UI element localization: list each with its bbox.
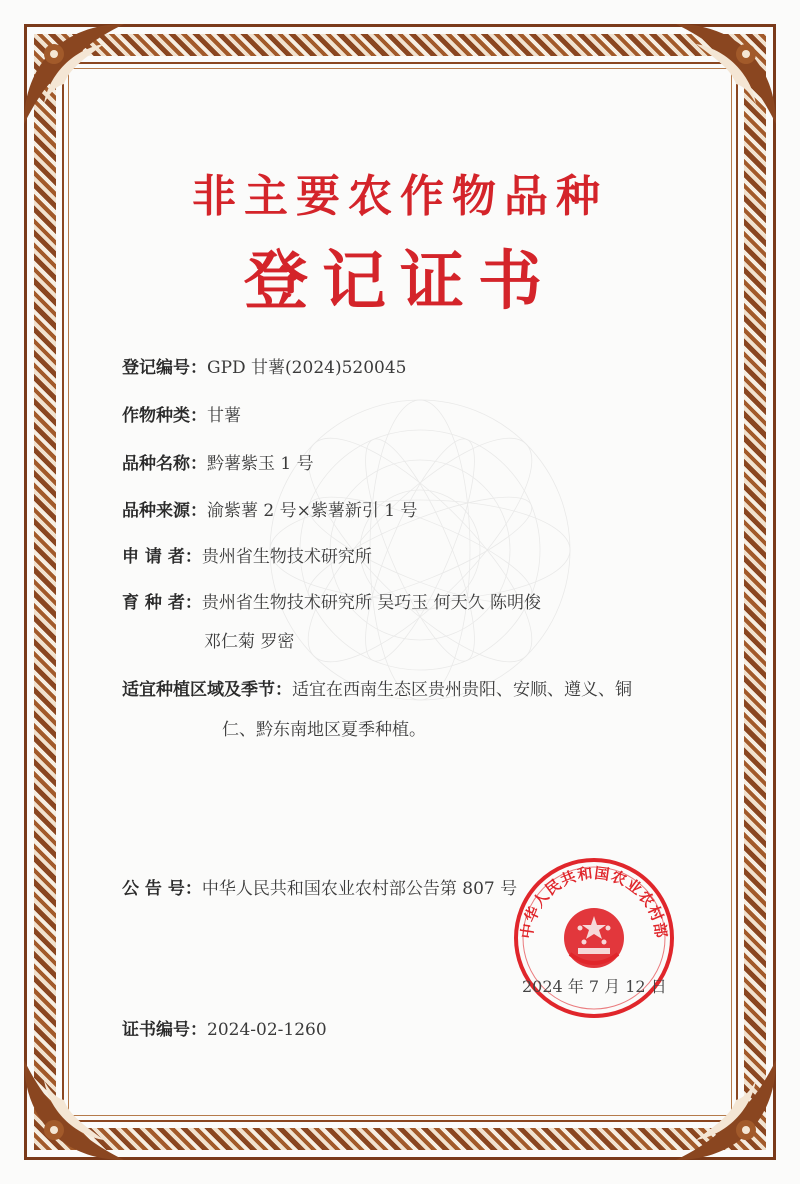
field-announcement	[122, 877, 517, 901]
field-label: 适宜种植区域及季节：	[122, 680, 292, 700]
field-label: 公 告 号：	[122, 879, 202, 899]
field-breeder-continued	[204, 630, 294, 654]
field-label: 育 种 者：	[122, 593, 202, 613]
field-label: 申 请 者：	[122, 547, 202, 567]
field-label: 登记编号：	[122, 358, 207, 378]
certificate-title-line2: 登记证书	[244, 244, 556, 319]
field-label: 作物种类：	[122, 406, 207, 426]
field-value: 甘薯	[207, 406, 241, 426]
field-value: 适宜在西南生态区贵州贵阳、安顺、遵义、铜	[292, 680, 632, 700]
seal-arc-text: 中华人民共和国农业农村部	[517, 863, 671, 940]
corner-ornament-icon	[14, 1050, 134, 1170]
field-variety-name	[122, 452, 314, 476]
field-value: 2024-02-1260	[207, 1020, 327, 1040]
field-label: 品种名称：	[122, 454, 207, 474]
field-reg-no	[122, 356, 406, 380]
corner-ornament-icon	[666, 14, 786, 134]
field-crop-type	[122, 404, 241, 428]
field-variety-source	[122, 499, 418, 523]
corner-ornament-icon	[14, 14, 134, 134]
field-value: 贵州省生物技术研究所 吴巧玉 何天久 陈明俊	[201, 593, 542, 613]
field-region-continued	[222, 718, 426, 742]
field-value: 贵州省生物技术研究所	[201, 547, 372, 567]
field-value: GPD 甘薯(2024)520045	[207, 358, 407, 378]
corner-ornament-icon	[666, 1050, 786, 1170]
field-cert-no	[122, 1018, 327, 1042]
certificate-title-line1: 非主要农作物品种	[192, 171, 608, 222]
seal-date: 2024 年 7 月 12 日	[522, 977, 667, 996]
field-breeder	[122, 591, 541, 615]
field-label: 品种来源：	[122, 501, 207, 521]
field-applicant	[122, 545, 372, 569]
field-value: 中华人民共和国农业农村部公告第 807 号	[201, 879, 518, 899]
field-value: 黔薯紫玉 1 号	[207, 454, 314, 474]
field-region	[122, 678, 632, 702]
field-value: 仁、黔东南地区夏季种植。	[222, 720, 426, 740]
field-value: 邓仁菊 罗密	[204, 632, 295, 652]
field-value: 渝紫薯 2 号×紫薯新引 1 号	[207, 501, 418, 521]
field-label: 证书编号：	[122, 1020, 207, 1040]
